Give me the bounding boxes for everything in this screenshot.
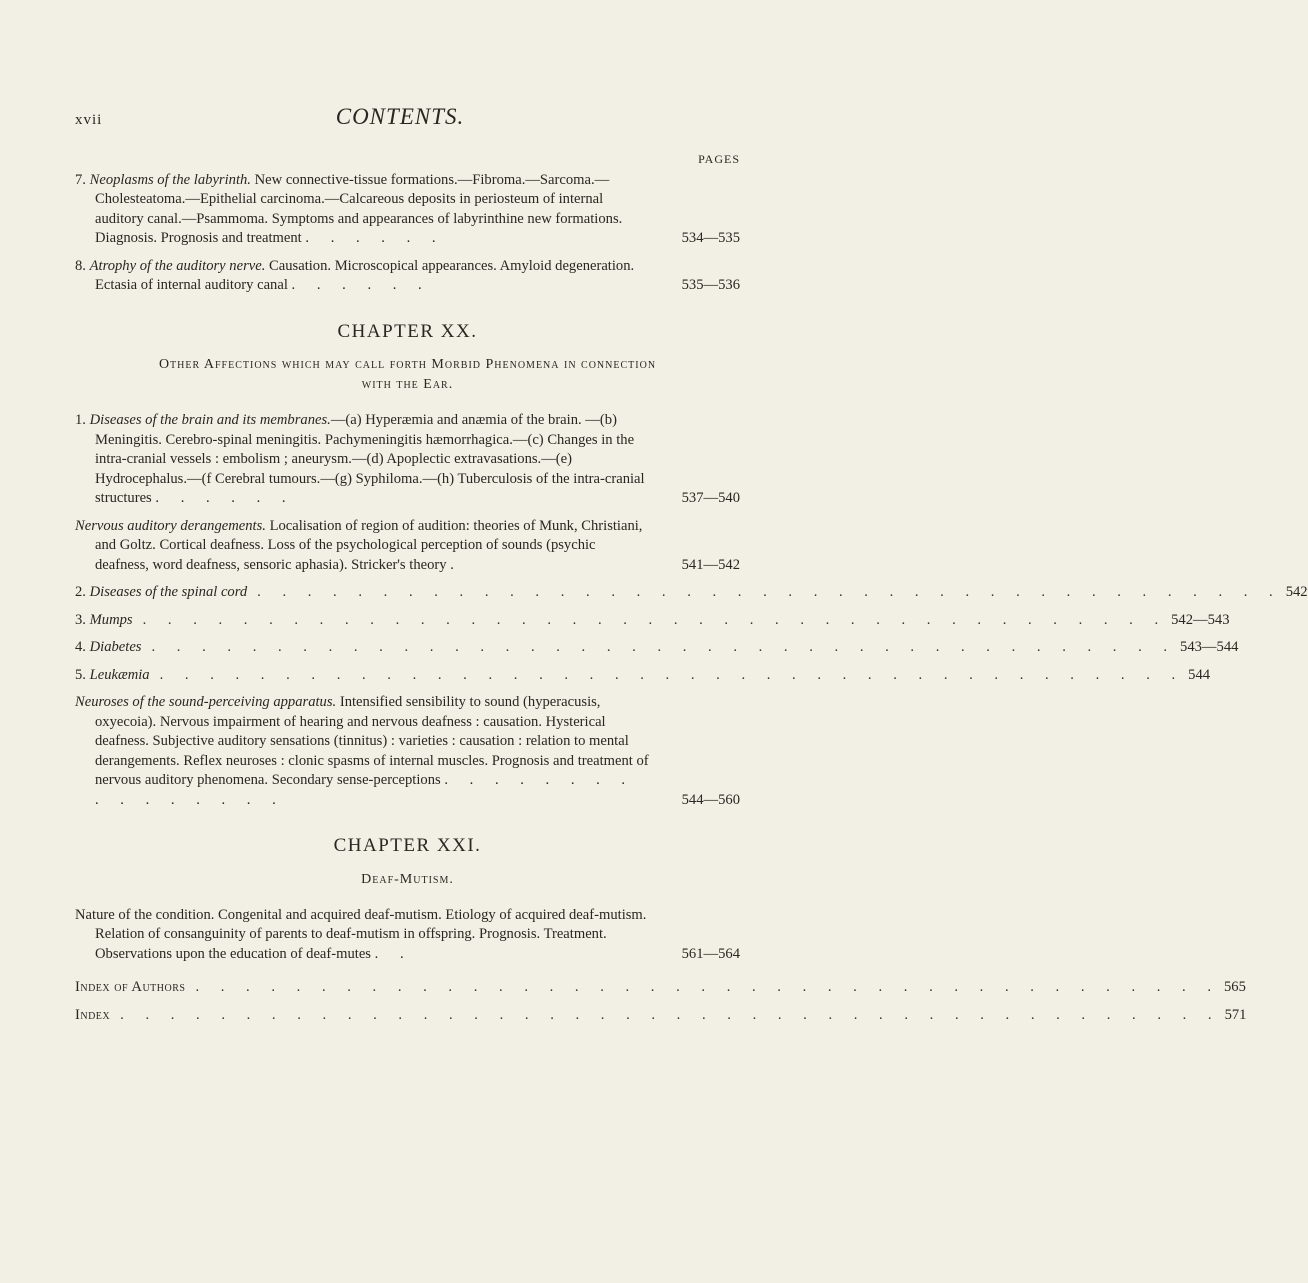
entry-text: New connective-tissue formations.—Fibroma.—Sarcoma.—Cholesteatoma.—Epithelial carcinoma.—Calcareous deposits in periosteum of internal auditory canal.—Psammoma. Symptoms and appearances of labyrinthine new formations. Diagnosis. Prognosis and treatment bbox=[95, 171, 623, 246]
subtitle-line: Other Affections which may call forth Morbid Phenomena in connection bbox=[158, 357, 657, 372]
chapter-subtitle-xx bbox=[75, 355, 740, 395]
entry-subject: Neuroses of the sound-perceiving apparatus. bbox=[75, 694, 337, 710]
chapter-heading-xx: CHAPTER XX. bbox=[337, 320, 478, 342]
dot-leader: . . . . . . . . . . . . . . . . . . . . . . . . . . . . . . . . . . . . . . . . . bbox=[195, 979, 1220, 995]
entry-number: 4. bbox=[75, 639, 86, 655]
entry-pages: 542 bbox=[1285, 584, 1308, 600]
entry-pages: 561—564 bbox=[681, 945, 740, 962]
entry-pages: 571 bbox=[1224, 1006, 1247, 1023]
toc-entry-mumps bbox=[75, 611, 1230, 631]
entry-number: 2. bbox=[75, 584, 86, 600]
entry-pages: 565 bbox=[1223, 979, 1246, 995]
toc-entry-neuroses bbox=[75, 693, 740, 810]
entry-pages: 542—543 bbox=[1171, 611, 1230, 628]
pages-column-label: PAGES bbox=[698, 152, 740, 166]
entry-text: —(a) Hyperæmia and anæmia of the brain. —(b) Meningitis. Cerebro-spinal meningitis. Pachymeningitis hæmorrhagica.—(c) Changes in the intra-cranial vessels : embolism ; aneurysm.—(d) Apoplectic extravasations.—(e) Hydrocephalus.—(f Cerebral tumours.—(g) Syphiloma.—(h) Tuberculosis of the intra-cranial structures bbox=[95, 412, 645, 506]
entry-number: 8. bbox=[75, 257, 86, 274]
contents-body bbox=[75, 150, 1308, 1033]
dot-leader: . . . . . . . . . . . . . . . . . . . . . . . . . . . . . . . . . . . . . . . . . . . . bbox=[120, 1006, 1221, 1023]
dot-leader: . . . . . . bbox=[291, 277, 431, 293]
entry-subject: Leukæmia bbox=[89, 666, 150, 683]
entry-text: Nature of the condition. Congenital and acquired deaf-mutism. Etiology of acquired deaf-mutism. Relation of consanguinity of parents to deaf-mutism in offspring. Prognosis. Treatment. Observations upon the education of deaf-mutes bbox=[75, 906, 647, 962]
entry-label: Index bbox=[75, 1006, 111, 1023]
entry-label: Index of Authors bbox=[75, 979, 186, 995]
toc-entry-deaf-mutism bbox=[75, 906, 740, 965]
toc-entry-nervous-derangements bbox=[75, 517, 740, 576]
entry-pages: 544—560 bbox=[681, 791, 740, 808]
toc-entry-brain-diseases bbox=[75, 411, 740, 509]
chapter-subtitle-xxi: Deaf-Mutism. bbox=[361, 871, 454, 887]
dot-leader: . . . . . . . . . . . . . . . . . . . . . . . . . . . . . . . . . . . . . . . . . bbox=[151, 639, 1177, 655]
toc-entry-neoplasms bbox=[75, 171, 740, 249]
entry-pages: 544 bbox=[1188, 666, 1211, 683]
entry-number: 1. bbox=[75, 412, 86, 428]
entry-pages: 543—544 bbox=[1180, 639, 1239, 655]
entry-subject: Diabetes bbox=[89, 639, 142, 655]
page-number: xvii bbox=[75, 112, 103, 128]
dot-leader: . . . . . . bbox=[155, 490, 295, 506]
toc-entry-diabetes bbox=[75, 638, 1239, 658]
entry-number: 7. bbox=[75, 171, 86, 188]
entry-subject: Neoplasms of the labyrinth. bbox=[89, 171, 251, 188]
entry-subject: Mumps bbox=[89, 611, 133, 628]
chapter-heading-xxi: CHAPTER XXI. bbox=[333, 835, 482, 856]
toc-entry-leukaemia bbox=[75, 666, 1211, 686]
toc-entry-atrophy bbox=[75, 257, 740, 296]
dot-leader: . . . . . . . . . . . . . . . . bbox=[95, 772, 635, 808]
entry-text: Causation. Microscopical appearances. Amyloid degeneration. Ectasia of internal auditory canal bbox=[95, 257, 635, 293]
dot-leader: . . . . . . . . . . . . . . . . . . . . . . . . . . . . . . . . . . . . . . . . . bbox=[142, 611, 1168, 628]
dot-leader: . bbox=[450, 556, 463, 573]
entry-text: Localisation of region of audition: theories of Munk, Christiani, and Goltz. Cortical deafness. Loss of the psychological perception of sounds (psychic deafness, word deafness, sensoric aphasia). Stricker's theory bbox=[95, 517, 643, 573]
entry-pages: 537—540 bbox=[681, 490, 740, 506]
entry-subject: Atrophy of the auditory nerve. bbox=[89, 257, 266, 274]
entry-subject: Diseases of the spinal cord bbox=[89, 584, 248, 600]
entry-subject: Diseases of the brain and its membranes. bbox=[89, 412, 331, 428]
toc-entry-index bbox=[75, 1006, 1247, 1026]
entry-pages: 535—536 bbox=[681, 277, 740, 293]
dot-leader: . . . . . . . . . . . . . . . . . . . . . . . . . . . . . . . . . . . . . . . . . bbox=[159, 666, 1185, 683]
toc-entry-index-authors bbox=[75, 978, 1246, 998]
entry-text: Intensified sensibility to sound (hyperacusis, oxyecoia). Nervous impairment of hearing and nervous deafness : causation. Hysterical deafness. Subjective auditory sensations (tinnitus) : varieties : causation : relation to mental derangements. Reflex neuroses : clonic spasms of internal muscles. Prognosis and treatment of nervous auditory phenomena. Secondary sense-perceptions bbox=[95, 694, 649, 788]
running-title: CONTENTS. bbox=[335, 104, 465, 129]
entry-pages: 534—535 bbox=[681, 230, 740, 246]
entry-number: 3. bbox=[75, 611, 86, 628]
page-header bbox=[0, 104, 800, 144]
dot-leader: . . . . . . . . . . . . . . . . . . . . . . . . . . . . . . . . . . . . . . . . . bbox=[257, 584, 1282, 600]
subtitle-line: with the Ear. bbox=[361, 377, 454, 392]
entry-subject: Nervous auditory derangements. bbox=[75, 517, 266, 534]
toc-entry-spinal-cord bbox=[75, 583, 1308, 603]
entry-pages: 541—542 bbox=[681, 556, 740, 573]
dot-leader: . . . . . . bbox=[305, 230, 445, 246]
entry-number: 5. bbox=[75, 666, 86, 683]
dot-leader: . . bbox=[374, 945, 413, 962]
